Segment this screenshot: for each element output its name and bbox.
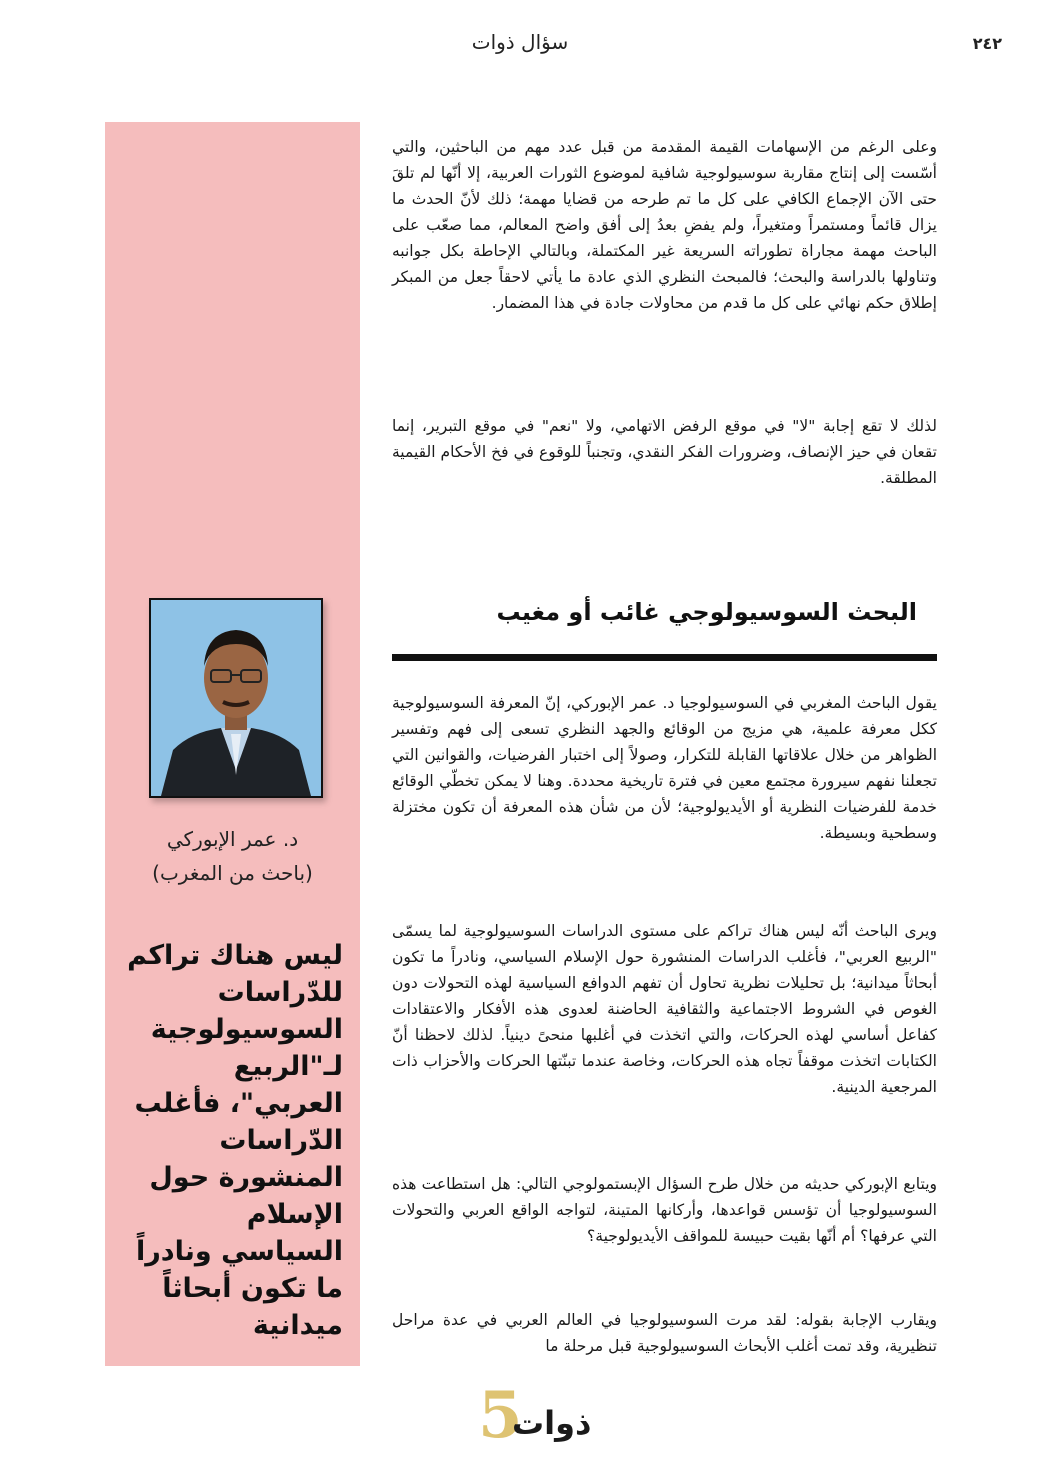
logo-word: ذوات: [512, 1404, 592, 1442]
author-photo: [149, 598, 323, 798]
paragraph: [392, 1171, 937, 1249]
paragraph-text: ويتابع الإبوركي حديثه من خلال طرح السؤال الإبستمولوجي التالي: هل استطاعت هذه السوسيولوجيا أن تؤسس قواعدها، وأركانها المتينة، لتواجه الواقع العربي والتحولات التي عرفها؟ أم أنّها بقيت حبيسة للمواقف الأيديولوجية؟: [392, 1175, 937, 1245]
logo-number: 5: [478, 1378, 523, 1453]
paragraph-text: وعلى الرغم من الإسهامات القيمة المقدمة من قبل عدد مهم من الباحثين، والتي أسّست إلى إنتاج مقاربة سوسيولوجية شافية لموضوع الثورات العربية، إلا أنّها لم تلقَ حتى الآن الإجماع الكافي على كل ما تم طرحه من قضايا مهمة؛ ذلك لأنّ الحدث ما يزال قائماً ومستمراً ومتغيراً، ولم يفضِ بعدُ إلى أفق واضح المعالم، مما صعّب على الباحث مهمة مجاراة تطوراته السريعة غير المكتملة، وبالتالي الإحاطة بكل جوانبه وتناولها بالدراسة والبحث؛ فالمبحث النظري الذي عادة ما يأتي لاحقاً جعل من المبكر إطلاق حكم نهائي على كل ما قدم من محاولات جادة في هذا المضمار.: [392, 138, 937, 312]
paragraph-text: ويرى الباحث أنّه ليس هناك تراكم على مستوى الدراسات السوسيولوجية لما يسمّى "الربيع العربي"، فأغلب الدراسات المنشورة حول الإسلام السياسي، ونادراً ما تكون أبحاثاً ميدانية؛ بل تحليلات نظرية تحاول أن تفهم الدوافع السياسية لهذه التحولات دون الغوص في الشروط الاجتماعية والثقافية الحاضنة لعدوى هذه الأفكار والاعتقادات كفاعل أساسي لهذه الحركات، والتي اتخذت في أغلبها منحىً دينياً. لذلك لاحظنا أنّ الكتابات اتخذت موقفاً تجاه هذه الحركات، وخاصة عندما تبنّتها الحركات والأحزاب ذات المرجعية الدينية.: [392, 922, 937, 1096]
running-header-title: سؤال ذوات: [471, 30, 569, 54]
paragraph: [392, 918, 937, 1100]
caption-role: (باحث من المغرب): [152, 861, 313, 885]
paragraph: [392, 690, 937, 846]
portrait-image: [151, 600, 321, 796]
sidebar-panel: [105, 122, 360, 1366]
section-heading: البحث السوسيولوجي غائب أو مغيب: [496, 598, 917, 626]
photo-caption: [105, 822, 360, 890]
caption-name: د. عمر الإبوركي: [166, 827, 299, 851]
paragraph-text: لذلك لا تقع إجابة "لا" في موقع الرفض الاتهامي، ولا "نعم" في موقع التبرير، إنما تقعان في حيز الإنصاف، وضرورات الفكر النقدي، وتجنباً للوقوع في فخ الأحكام القيمية المطلقة.: [392, 417, 937, 487]
paragraph: [392, 134, 937, 316]
paragraph-text: يقول الباحث المغربي في السوسيولوجيا د. عمر الإبوركي، إنّ المعرفة السوسيولوجية ككل معرفة علمية، هي مزيج من الوقائع والجهد النظري تسعى إلى فهم وتفسير الظواهر من خلال علاقاتها القابلة للتكرار، وصولاً إلى اختبار الفرضيات، والقوانين التي تجعلنا نفهم سيرورة مجتمع معين في فترة تاريخية محددة. وهنا لا يمكن تخطّي الوقائع خدمة للفرضيات النظرية أو الأيديولوجية؛ لأن من شأن هذه المعرفة أن تكون مختزلة وسطحية وبسيطة.: [392, 694, 937, 842]
page-number: ٢٤٢: [972, 34, 1002, 53]
section-divider: [392, 654, 937, 661]
magazine-logo: [470, 1378, 610, 1453]
pull-quote: ليس هناك تراكم للدّراسات السوسيولوجية لـ"الربيع العربي"، فأغلب الدّراسات المنشورة حول الإسلام السياسي ونادراً ما تكون أبحاثاً ميدانية: [127, 940, 343, 1341]
paragraph: [392, 413, 937, 491]
paragraph-text: ويقارب الإجابة بقوله: لقد مرت السوسيولوجيا في العالم العربي في عدة مراحل تنظيرية، وقد تمت أغلب الأبحاث السوسيولوجية قبل مرحلة ما: [392, 1311, 937, 1355]
paragraph: [392, 1307, 937, 1359]
